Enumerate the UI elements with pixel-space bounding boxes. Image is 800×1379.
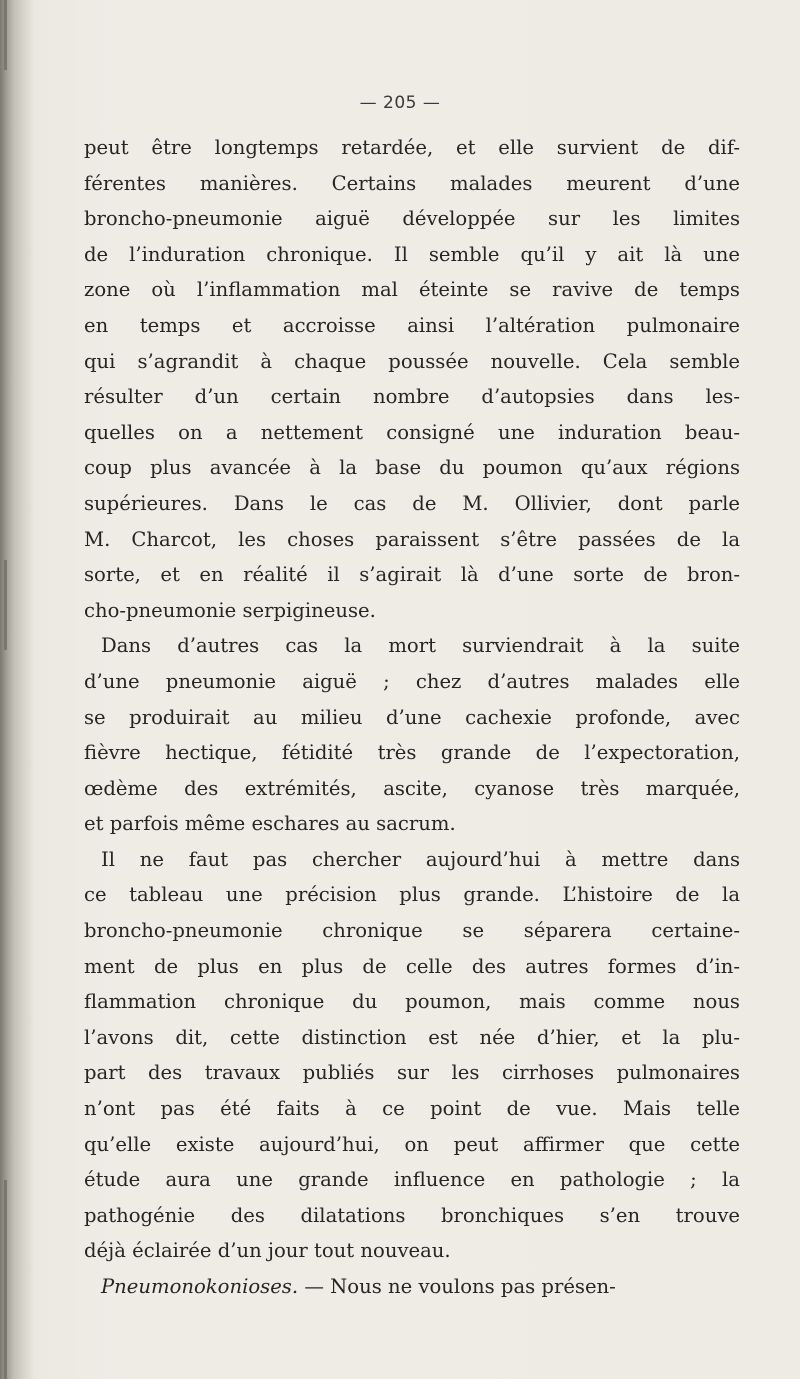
text-line: n’ont pas été faits à ce point de vue. Mais telle	[84, 1097, 740, 1121]
text-line: l’avons dit, cette distinction est née d’hier, et la plu-	[84, 1025, 740, 1049]
binding-shadow	[0, 0, 34, 1379]
section-heading: Pneumonokonioses.	[101, 1275, 299, 1298]
text-line: sorte, et en réalité il s’agirait là d’une sorte de bron-	[84, 563, 740, 587]
text-line: quelles on a nettement consigné une induration beau-	[84, 420, 740, 444]
body-text	[84, 130, 740, 1305]
text-line: cho-pneumonie serpigineuse.	[84, 598, 376, 622]
text-line: M. Charcot, les choses paraissent s’être passées de la	[84, 527, 740, 551]
text-line: résulter d’un certain nombre d’autopsies dans les-	[84, 385, 740, 409]
text-line: supérieures. Dans le cas de M. Ollivier, dont parle	[84, 491, 740, 515]
binding-tape	[4, 560, 7, 650]
section-continuation: — Nous ne voulons pas présen-	[298, 1275, 616, 1298]
text-line: étude aura une grande influence en pathologie ; la	[84, 1168, 740, 1192]
text-line: pathogénie des dilatations bronchiques s’en trouve	[84, 1203, 740, 1227]
text-line: zone où l’inflammation mal éteinte se ravive de temps	[84, 278, 740, 302]
text-line: fièvre hectique, fétidité très grande de l’expectoration,	[84, 741, 740, 765]
text-line: se produirait au milieu d’une cachexie profonde, avec	[84, 705, 740, 729]
text-line: qui s’agrandit à chaque poussée nouvelle. Cela semble	[84, 349, 740, 373]
section-start-line	[84, 1269, 740, 1305]
text-line: broncho-pneumonie chronique se séparera certaine-	[84, 919, 740, 943]
text-line: déjà éclairée d’un jour tout nouveau.	[84, 1239, 451, 1263]
text-line: ce tableau une précision plus grande. L’histoire de la	[84, 883, 740, 907]
binding-tape	[4, 1180, 7, 1379]
text-line: Il ne faut pas chercher aujourd’hui à mettre dans	[101, 847, 740, 871]
text-line: part des travaux publiés sur les cirrhoses pulmonaires	[84, 1061, 740, 1085]
text-line: peut être longtemps retardée, et elle survient de dif-	[84, 136, 740, 159]
text-line: ment de plus en plus de celle des autres formes d’in-	[84, 954, 740, 978]
text-line: de l’induration chronique. Il semble qu’il y ait là une	[84, 242, 740, 266]
text-line: et parfois même eschares au sacrum.	[84, 812, 456, 836]
text-line: qu’elle existe aujourd’hui, on peut affirmer que cette	[84, 1132, 740, 1156]
text-line: en temps et accroisse ainsi l’altération pulmonaire	[84, 313, 740, 337]
page-number: — 205 —	[359, 93, 441, 113]
text-line: coup plus avancée à la base du poumon qu’aux régions	[84, 456, 740, 480]
text-line: Dans d’autres cas la mort surviendrait à la suite	[101, 634, 740, 658]
text-line: œdème des extrémités, ascite, cyanose très marquée,	[84, 776, 740, 800]
text-line: flammation chronique du poumon, mais comme nous	[84, 990, 740, 1014]
text-line: d’une pneumonie aiguë ; chez d’autres malades elle	[84, 669, 740, 693]
binding-tape	[4, 0, 7, 70]
text-line: broncho-pneumonie aiguë développée sur les limites	[84, 207, 740, 231]
text-line: férentes manières. Certains malades meurent d’une	[84, 171, 740, 195]
